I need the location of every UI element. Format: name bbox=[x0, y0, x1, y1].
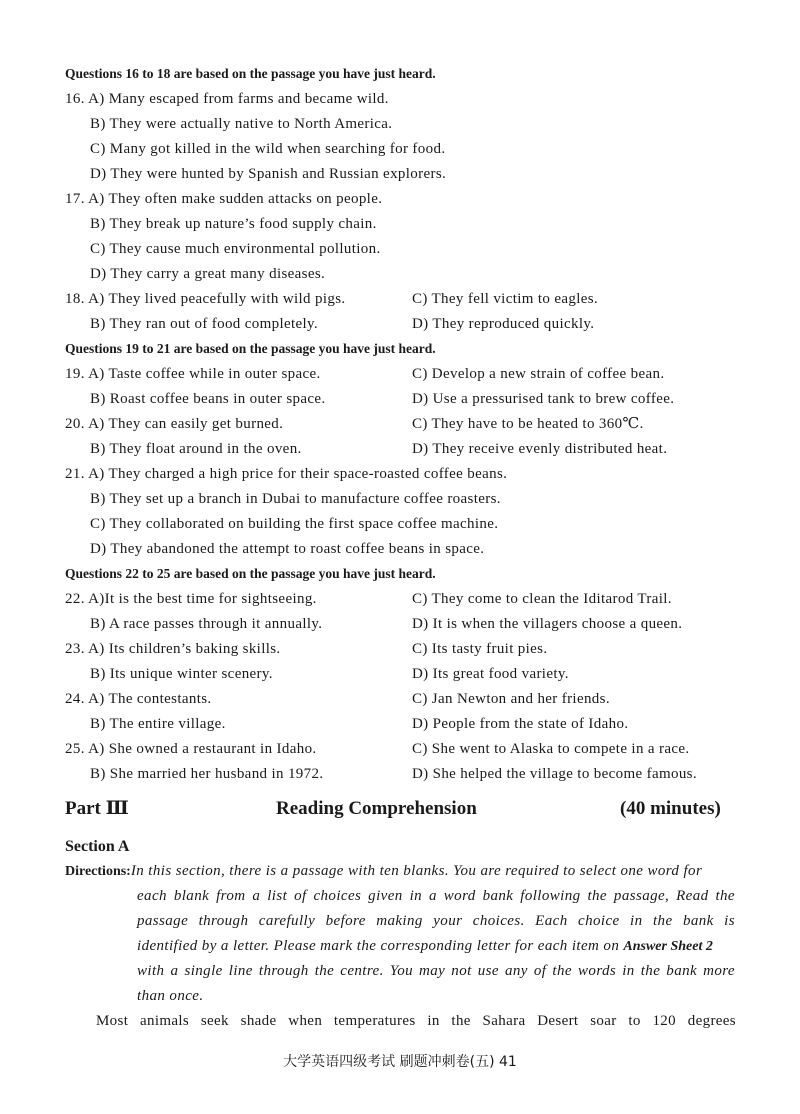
question-21-option-a bbox=[65, 464, 507, 484]
question-22-option-d: D) It is when the villagers choose a queen. bbox=[412, 616, 683, 632]
group-header: Questions 19 to 21 are based on the passage you have just heard. bbox=[65, 341, 436, 356]
question-21-option-d: D) They abandoned the attempt to roast coffee beans in space. bbox=[90, 541, 485, 557]
question-18-option-b: B) They ran out of food completely. bbox=[90, 316, 319, 332]
question-number: 18. bbox=[65, 291, 85, 307]
question-22-option-c: C) They come to clean the Iditarod Trail. bbox=[412, 591, 672, 607]
question-21-option-c: C) They collaborated on building the first space coffee machine. bbox=[90, 516, 499, 532]
directions-label: Directions: bbox=[65, 864, 131, 879]
option-text: A) Taste coffee while in outer space. bbox=[88, 366, 321, 382]
question-24-option-a bbox=[65, 689, 212, 709]
question-16-option-d: D) They were hunted by Spanish and Russian explorers. bbox=[90, 166, 447, 182]
group-header: Questions 22 to 25 are based on the passage you have just heard. bbox=[65, 566, 436, 581]
option-text: A) She owned a restaurant in Idaho. bbox=[88, 741, 317, 757]
option-text: A) Its children’s baking skills. bbox=[88, 641, 281, 657]
question-number: 23. bbox=[65, 641, 85, 657]
question-21-option-b: B) They set up a branch in Dubai to manufacture coffee roasters. bbox=[90, 491, 501, 507]
question-number: 16. bbox=[65, 91, 85, 107]
page-footer: 大学英语四级考试 刷题冲刺卷(五) 41 bbox=[283, 1054, 517, 1070]
question-number: 22. bbox=[65, 591, 85, 607]
question-16-option-c: C) Many got killed in the wild when searching for food. bbox=[90, 141, 446, 157]
answer-sheet-emphasis: Answer Sheet 2 bbox=[623, 939, 713, 954]
option-text: A) They charged a high price for their space-roasted coffee beans. bbox=[88, 466, 508, 482]
question-23-option-d: D) Its great food variety. bbox=[412, 666, 569, 682]
question-17-option-d: D) They carry a great many diseases. bbox=[90, 266, 326, 282]
question-number: 19. bbox=[65, 366, 85, 382]
question-17-option-b: B) They break up nature’s food supply chain. bbox=[90, 216, 377, 232]
question-19-option-d: D) Use a pressurised tank to brew coffee. bbox=[412, 391, 675, 407]
question-20-option-a bbox=[65, 414, 283, 434]
question-23-option-a bbox=[65, 639, 281, 659]
group-header: Questions 16 to 18 are based on the passage you have just heard. bbox=[65, 66, 436, 81]
part-label: Part Ⅲ bbox=[65, 798, 129, 819]
question-number: 25. bbox=[65, 741, 85, 757]
question-25-option-b: B) She married her husband in 1972. bbox=[90, 766, 324, 782]
question-17-option-c: C) They cause much environmental pollution. bbox=[90, 241, 381, 257]
part-time: (40 minutes) bbox=[620, 798, 721, 819]
directions-line-5: with a single line through the centre. You may not use any of the words in the bank more bbox=[137, 963, 735, 979]
question-16-option-a bbox=[65, 89, 389, 109]
question-17-option-a bbox=[65, 189, 382, 209]
option-text: A) They often make sudden attacks on people. bbox=[88, 191, 383, 207]
question-25-option-a bbox=[65, 739, 317, 759]
question-23-option-b: B) Its unique winter scenery. bbox=[90, 666, 273, 682]
option-text: A) Many escaped from farms and became wild. bbox=[88, 91, 389, 107]
question-22-option-b: B) A race passes through it annually. bbox=[90, 616, 323, 632]
question-18-option-d: D) They reproduced quickly. bbox=[412, 316, 595, 332]
question-23-option-c: C) Its tasty fruit pies. bbox=[412, 641, 548, 657]
question-20-option-b: B) They float around in the oven. bbox=[90, 441, 302, 457]
question-20-option-c: C) They have to be heated to 360℃. bbox=[412, 416, 644, 432]
option-text: A) They can easily get burned. bbox=[88, 416, 284, 432]
question-19-option-c: C) Develop a new strain of coffee bean. bbox=[412, 366, 665, 382]
part-title: Reading Comprehension bbox=[276, 798, 477, 819]
question-19-option-a bbox=[65, 364, 321, 384]
question-20-option-d: D) They receive evenly distributed heat. bbox=[412, 441, 668, 457]
question-18-option-a bbox=[65, 289, 346, 309]
directions-line-4 bbox=[137, 936, 713, 957]
question-22-option-a bbox=[65, 589, 317, 609]
question-19-option-b: B) Roast coffee beans in outer space. bbox=[90, 391, 326, 407]
question-number: 24. bbox=[65, 691, 85, 707]
option-text: A) The contestants. bbox=[88, 691, 212, 707]
question-24-option-c: C) Jan Newton and her friends. bbox=[412, 691, 610, 707]
directions-line-3: passage through carefully before making your choices. Each choice in the bank is bbox=[137, 913, 735, 929]
question-25-option-c: C) She went to Alaska to compete in a race. bbox=[412, 741, 690, 757]
option-text: A)It is the best time for sightseeing. bbox=[88, 591, 317, 607]
question-number: 21. bbox=[65, 466, 85, 482]
directions-text: identified by a letter. Please mark the corresponding letter for each item on bbox=[137, 938, 624, 954]
directions-line-6: than once. bbox=[137, 988, 204, 1004]
section-title: Section A bbox=[65, 838, 130, 855]
directions-text: In this section, there is a passage with ten blanks. You are required to select one word for bbox=[130, 863, 703, 879]
passage-first-line: Most animals seek shade when temperatures in the Sahara Desert soar to 120 degrees bbox=[96, 1013, 736, 1029]
question-25-option-d: D) She helped the village to become famous. bbox=[412, 766, 697, 782]
option-text: A) They lived peacefully with wild pigs. bbox=[88, 291, 346, 307]
question-24-option-b: B) The entire village. bbox=[90, 716, 226, 732]
question-18-option-c: C) They fell victim to eagles. bbox=[412, 291, 599, 307]
question-24-option-d: D) People from the state of Idaho. bbox=[412, 716, 629, 732]
directions-line-1 bbox=[65, 861, 702, 882]
question-16-option-b: B) They were actually native to North America. bbox=[90, 116, 393, 132]
directions-line-2: each blank from a list of choices given in a word bank following the passage, Read the bbox=[137, 888, 735, 904]
question-number: 20. bbox=[65, 416, 85, 432]
question-number: 17. bbox=[65, 191, 85, 207]
